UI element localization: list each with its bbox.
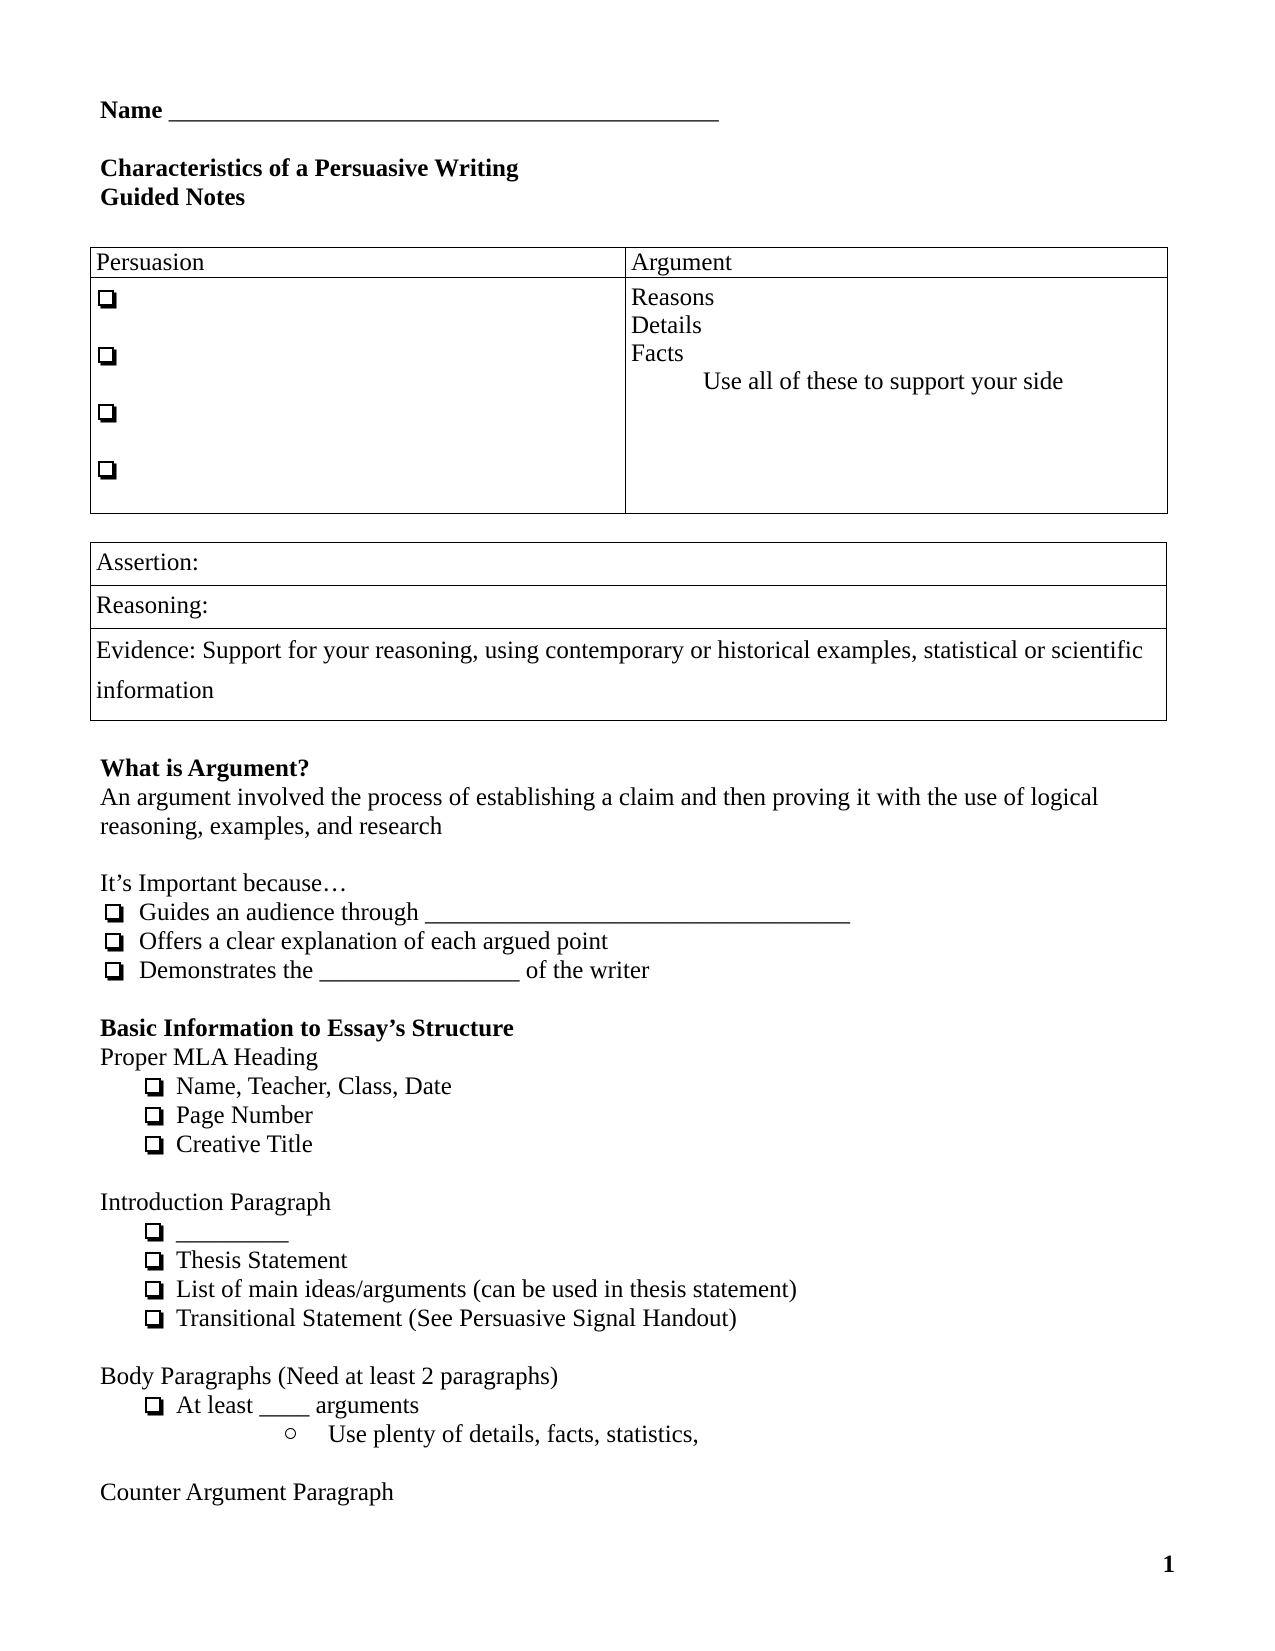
fill-in-blank: ________________ <box>319 957 520 984</box>
persuasion-blank-item <box>96 398 620 426</box>
body-item <box>100 1391 1175 1420</box>
item-text: Name, Teacher, Class, Date <box>176 1073 452 1100</box>
name-fill-in-blank: ____________________________________________ <box>168 97 719 124</box>
argument-item: Facts <box>631 340 684 367</box>
empty-checkbox-icon <box>145 1223 161 1239</box>
empty-checkbox-icon <box>105 904 121 920</box>
item-text: of the writer <box>519 957 650 984</box>
empty-checkbox-icon <box>145 1252 161 1268</box>
argument-item: Reasons <box>631 284 715 311</box>
intro-item <box>100 1246 1175 1275</box>
name-label: Name <box>100 97 163 124</box>
persuasion-blank-item <box>96 284 620 312</box>
section-body: An argument involved the process of establishing a claim and then proving it with the use of logical reasoning, examples, and research <box>100 784 1099 840</box>
introduction-paragraph-section <box>100 1188 1175 1333</box>
page-number: 1 <box>1162 1551 1175 1578</box>
intro-item <box>100 1275 1175 1304</box>
subsection-title: Body Paragraphs (Need at least 2 paragraphs) <box>100 1363 559 1390</box>
mla-item <box>100 1072 1175 1101</box>
empty-checkbox-icon <box>98 404 114 420</box>
important-because-section <box>100 869 1175 985</box>
item-text: Use plenty of details, facts, statistics, <box>328 1421 699 1448</box>
important-intro: It’s Important because… <box>100 870 348 897</box>
item-text: Thesis Statement <box>176 1247 348 1274</box>
important-item <box>100 956 1175 985</box>
persuasion-cell <box>91 278 626 514</box>
reasoning-row: Reasoning: <box>91 586 1167 629</box>
item-text: Demonstrates the <box>139 957 320 984</box>
empty-checkbox-icon <box>98 290 114 306</box>
argument-note: Use all of these to support your side <box>703 368 1064 395</box>
table1-header-argument: Argument <box>626 248 1168 278</box>
empty-checkbox-icon <box>145 1107 161 1123</box>
subsection-title: Counter Argument Paragraph <box>100 1479 394 1506</box>
empty-checkbox-icon <box>145 1136 161 1152</box>
item-text: Creative Title <box>176 1131 313 1158</box>
fill-in-blank: __________________________________ <box>425 899 851 926</box>
doc-title: Characteristics of a Persuasive Writing <box>100 155 519 182</box>
empty-checkbox-icon <box>145 1310 161 1326</box>
evidence-row: Evidence: Support for your reasoning, using contemporary or historical examples, statistical or scientific information <box>91 629 1167 721</box>
empty-checkbox-icon <box>145 1078 161 1094</box>
mla-item <box>100 1101 1175 1130</box>
subsection-title: Introduction Paragraph <box>100 1189 332 1216</box>
section-heading: What is Argument? <box>100 755 310 782</box>
persuasion-blank-item <box>96 341 620 369</box>
doc-subtitle: Guided Notes <box>100 184 246 211</box>
circle-bullet-icon <box>285 1428 296 1439</box>
argument-cell <box>626 278 1168 514</box>
body-sub-item <box>100 1420 1175 1449</box>
body-paragraphs-section <box>100 1362 1175 1449</box>
assertion-reasoning-evidence-table <box>90 542 1167 721</box>
section-heading: Basic Information to Essay’s Structure <box>100 1015 514 1042</box>
persuasion-argument-table <box>90 247 1168 514</box>
item-text: arguments <box>309 1392 420 1419</box>
empty-checkbox-icon <box>145 1281 161 1297</box>
fill-in-blank: _________ <box>176 1218 289 1245</box>
item-text: Page Number <box>176 1102 313 1129</box>
item-text: List of main ideas/arguments (can be used in thesis statement) <box>176 1276 797 1303</box>
assertion-row: Assertion: <box>91 543 1167 586</box>
empty-checkbox-icon <box>98 461 114 477</box>
item-text: Offers a clear explanation of each argued point <box>139 928 609 955</box>
item-text: Guides an audience through <box>139 899 426 926</box>
fill-in-blank: ____ <box>259 1392 310 1419</box>
empty-checkbox-icon <box>145 1397 161 1413</box>
title-block <box>100 154 1175 212</box>
mla-item <box>100 1130 1175 1159</box>
counter-argument-section <box>100 1478 1175 1507</box>
item-text: Transitional Statement (See Persuasive Signal Handout) <box>176 1305 737 1332</box>
intro-item <box>100 1217 1175 1246</box>
what-is-argument-section <box>100 754 1175 841</box>
important-item <box>100 927 1175 956</box>
argument-item: Details <box>631 312 702 339</box>
persuasion-blank-item <box>96 455 620 483</box>
empty-checkbox-icon <box>105 933 121 949</box>
mla-heading-title: Proper MLA Heading <box>100 1044 319 1071</box>
intro-item <box>100 1304 1175 1333</box>
name-field-line <box>100 96 1175 125</box>
empty-checkbox-icon <box>98 347 114 363</box>
empty-checkbox-icon <box>105 962 121 978</box>
table1-header-persuasion: Persuasion <box>91 248 626 278</box>
essay-structure-section <box>100 1014 1175 1159</box>
important-item <box>100 898 1175 927</box>
item-text: At least <box>176 1392 260 1419</box>
